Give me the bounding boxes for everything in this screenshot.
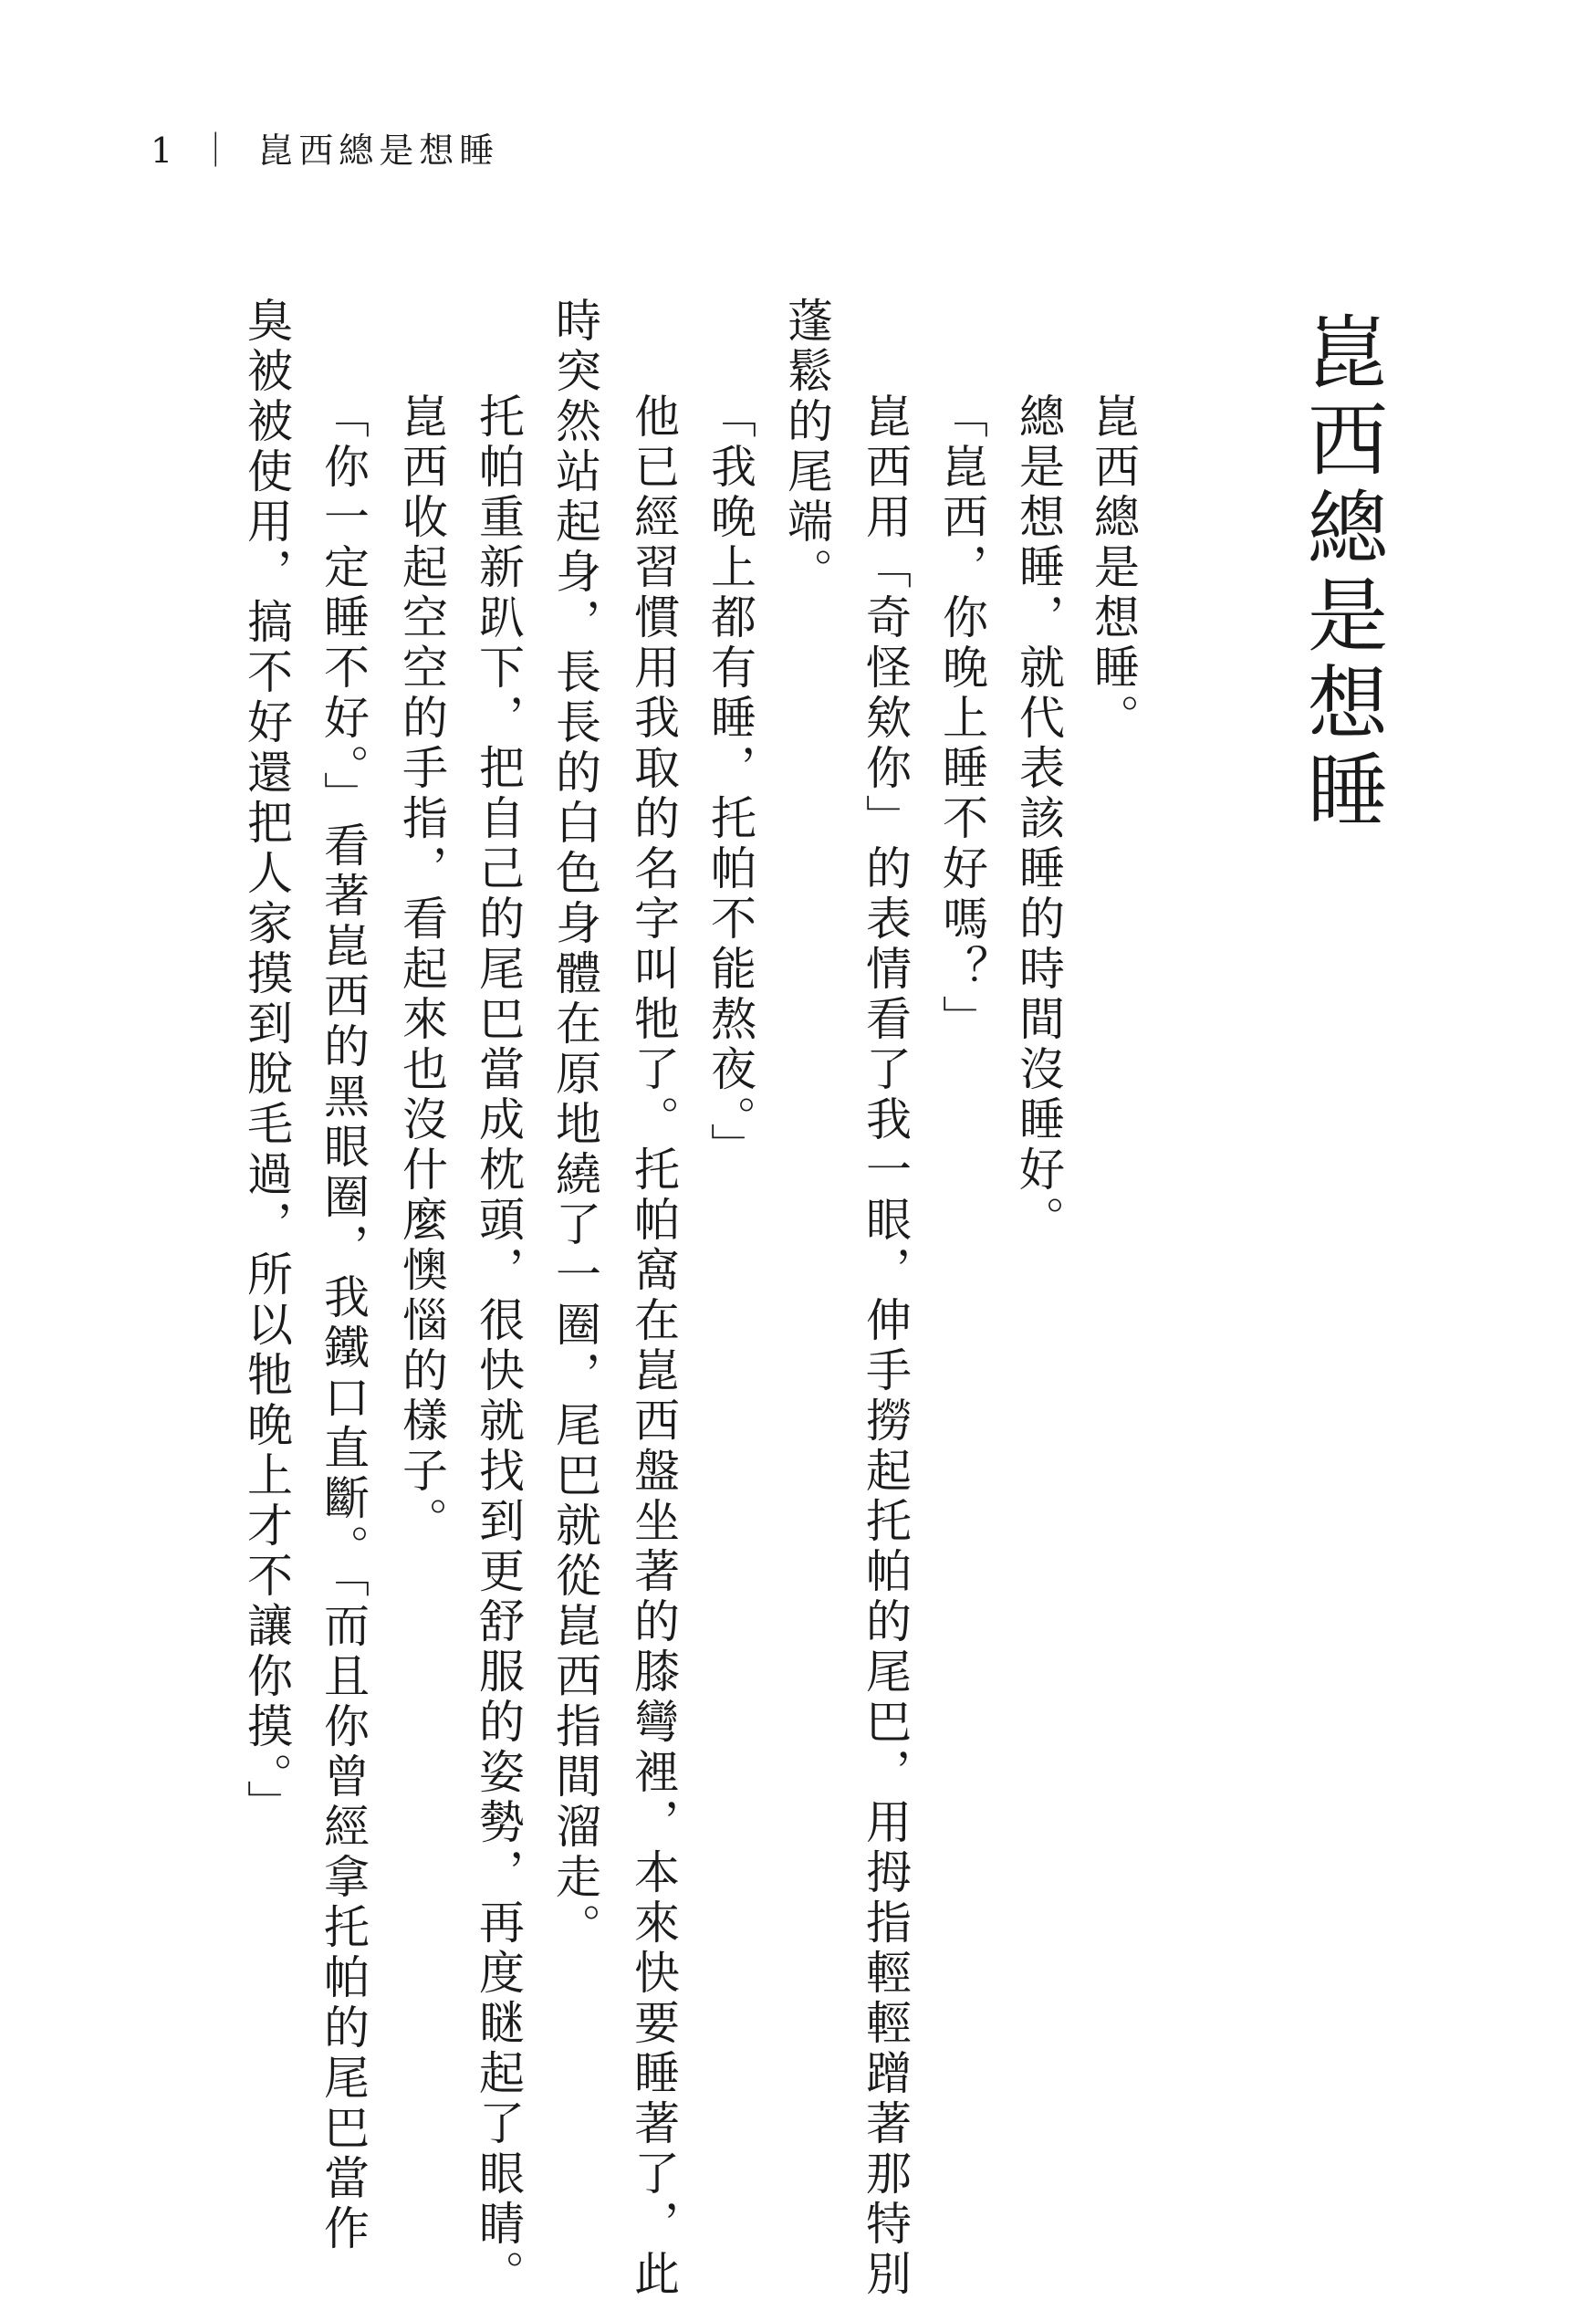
text-column: 臭被被使用，搞不好還把人家摸到脫毛過，所以牠晚上才不讓你摸。」: [240, 297, 293, 1830]
text-column: 崑西總是想睡。: [1087, 392, 1140, 744]
text-column: 崑西用「奇怪欸你」的表情看了我一眼，伸手撈起托帕的尾巴，用拇指輕輕蹭著那特別: [859, 392, 912, 2300]
text-column: 崑西收起空空的手指，看起來也沒什麼懊惱的樣子。: [395, 392, 448, 1547]
text-column: 托帕重新趴下，把自己的尾巴當成枕頭，很快就找到更舒服的姿勢，再度瞇起了眼睛。: [472, 392, 525, 2300]
text-column: 蓬鬆的尾端。: [780, 297, 833, 598]
text-column: 總是想睡，就代表該睡的時間沒睡好。: [1012, 392, 1065, 1246]
text-column: 「我晚上都有睡，托帕不能熬夜。」: [704, 392, 756, 1173]
text-column: 「崑西，你晚上睡不好嗎？」: [935, 392, 988, 1045]
text-column: 「你一定睡不好。」看著崑西的黑眼圈，我鐵口直斷。「而且你曾經拿托帕的尾巴當作: [317, 392, 370, 2254]
chapter-title: 崑西總是想睡: [1295, 310, 1389, 836]
header-separator: ｜: [198, 131, 239, 171]
text-column: 時突然站起身，長長的白色身體在原地繞了一圈，尾巴就從崑西指間溜走。: [548, 297, 601, 1953]
text-column: 他已經習慣用我取的名字叫牠了。托帕窩在崑西盤坐著的膝彎裡，本來快要睡著了，此: [627, 392, 680, 2300]
running-title: 崑西總是想睡: [258, 131, 500, 171]
page-number: 1: [151, 131, 179, 171]
running-header: [151, 128, 499, 173]
